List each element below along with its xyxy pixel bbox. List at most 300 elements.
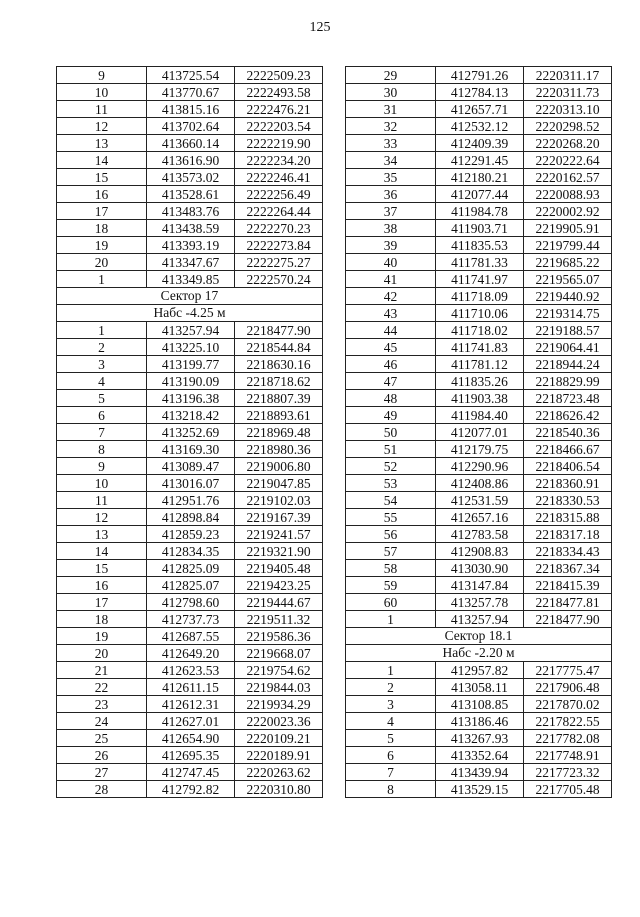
x-coordinate-cell: 413196.38 xyxy=(147,390,235,407)
y-coordinate-cell: 2218893.61 xyxy=(235,407,323,424)
x-coordinate-cell: 413089.47 xyxy=(147,458,235,475)
x-coordinate-cell: 413225.10 xyxy=(147,339,235,356)
y-coordinate-cell: 2219321.90 xyxy=(235,543,323,560)
x-coordinate-cell: 412792.82 xyxy=(147,781,235,798)
y-coordinate-cell: 2218544.84 xyxy=(235,339,323,356)
table-row xyxy=(346,373,612,390)
point-number-cell: 31 xyxy=(346,101,436,118)
x-coordinate-cell: 413528.61 xyxy=(147,186,235,203)
table-row xyxy=(346,543,612,560)
sector-elevation: Набс -4.25 м xyxy=(57,305,323,322)
point-number-cell: 17 xyxy=(57,203,147,220)
y-coordinate-cell: 2220298.52 xyxy=(524,118,612,135)
table-row xyxy=(346,186,612,203)
table-row xyxy=(346,288,612,305)
y-coordinate-cell: 2222275.27 xyxy=(235,254,323,271)
point-number-cell: 6 xyxy=(346,747,436,764)
x-coordinate-cell: 412531.59 xyxy=(436,492,524,509)
table-row xyxy=(346,781,612,798)
x-coordinate-cell: 413218.42 xyxy=(147,407,235,424)
table-row xyxy=(346,118,612,135)
point-number-cell: 9 xyxy=(57,458,147,475)
y-coordinate-cell: 2218477.90 xyxy=(524,611,612,628)
point-number-cell: 4 xyxy=(346,713,436,730)
point-number-cell: 23 xyxy=(57,696,147,713)
point-number-cell: 49 xyxy=(346,407,436,424)
x-coordinate-cell: 412654.90 xyxy=(147,730,235,747)
table-row xyxy=(57,560,323,577)
y-coordinate-cell: 2217822.55 xyxy=(524,713,612,730)
point-number-cell: 53 xyxy=(346,475,436,492)
x-coordinate-cell: 412957.82 xyxy=(436,662,524,679)
table-row xyxy=(57,492,323,509)
point-number-cell: 14 xyxy=(57,543,147,560)
table-row xyxy=(346,441,612,458)
x-coordinate-cell: 411835.26 xyxy=(436,373,524,390)
y-coordinate-cell: 2220310.80 xyxy=(235,781,323,798)
point-number-cell: 36 xyxy=(346,186,436,203)
y-coordinate-cell: 2218406.54 xyxy=(524,458,612,475)
point-number-cell: 21 xyxy=(57,662,147,679)
table-row xyxy=(346,271,612,288)
point-number-cell: 47 xyxy=(346,373,436,390)
x-coordinate-cell: 413108.85 xyxy=(436,696,524,713)
y-coordinate-cell: 2219405.48 xyxy=(235,560,323,577)
point-number-cell: 28 xyxy=(57,781,147,798)
x-coordinate-cell: 413483.76 xyxy=(147,203,235,220)
y-coordinate-cell: 2218944.24 xyxy=(524,356,612,373)
table-row xyxy=(346,67,612,84)
point-number-cell: 15 xyxy=(57,560,147,577)
x-coordinate-cell: 413616.90 xyxy=(147,152,235,169)
point-number-cell: 20 xyxy=(57,645,147,662)
table-row xyxy=(346,152,612,169)
table-row xyxy=(57,118,323,135)
table-row xyxy=(57,696,323,713)
y-coordinate-cell: 2217870.02 xyxy=(524,696,612,713)
x-coordinate-cell: 413702.64 xyxy=(147,118,235,135)
point-number-cell: 19 xyxy=(57,628,147,645)
table-row xyxy=(346,254,612,271)
y-coordinate-cell: 2217723.32 xyxy=(524,764,612,781)
y-coordinate-cell: 2217782.08 xyxy=(524,730,612,747)
y-coordinate-cell: 2217705.48 xyxy=(524,781,612,798)
y-coordinate-cell: 2218807.39 xyxy=(235,390,323,407)
point-number-cell: 46 xyxy=(346,356,436,373)
table-row xyxy=(346,577,612,594)
table-row xyxy=(346,747,612,764)
x-coordinate-cell: 412627.01 xyxy=(147,713,235,730)
table-row xyxy=(57,135,323,152)
x-coordinate-cell: 413199.77 xyxy=(147,356,235,373)
y-coordinate-cell: 2220263.62 xyxy=(235,764,323,781)
point-number-cell: 5 xyxy=(346,730,436,747)
y-coordinate-cell: 2220313.10 xyxy=(524,101,612,118)
point-number-cell: 32 xyxy=(346,118,436,135)
x-coordinate-cell: 413573.02 xyxy=(147,169,235,186)
point-number-cell: 2 xyxy=(57,339,147,356)
table-row xyxy=(346,390,612,407)
x-coordinate-cell: 413257.94 xyxy=(147,322,235,339)
table-row xyxy=(57,152,323,169)
point-number-cell: 15 xyxy=(57,169,147,186)
table-row xyxy=(346,560,612,577)
point-number-cell: 50 xyxy=(346,424,436,441)
sector-header-row xyxy=(57,288,323,305)
point-number-cell: 54 xyxy=(346,492,436,509)
y-coordinate-cell: 2219102.03 xyxy=(235,492,323,509)
x-coordinate-cell: 413352.64 xyxy=(436,747,524,764)
y-coordinate-cell: 2222273.84 xyxy=(235,237,323,254)
point-number-cell: 29 xyxy=(346,67,436,84)
point-number-cell: 6 xyxy=(57,407,147,424)
y-coordinate-cell: 2219844.03 xyxy=(235,679,323,696)
point-number-cell: 13 xyxy=(57,526,147,543)
table-row xyxy=(57,781,323,798)
x-coordinate-cell: 411781.12 xyxy=(436,356,524,373)
x-coordinate-cell: 411718.02 xyxy=(436,322,524,339)
x-coordinate-cell: 413058.11 xyxy=(436,679,524,696)
point-number-cell: 41 xyxy=(346,271,436,288)
table-row xyxy=(346,458,612,475)
x-coordinate-cell: 412657.16 xyxy=(436,509,524,526)
table-row xyxy=(57,271,323,288)
point-number-cell: 33 xyxy=(346,135,436,152)
y-coordinate-cell: 2220088.93 xyxy=(524,186,612,203)
table-row xyxy=(57,543,323,560)
point-number-cell: 11 xyxy=(57,492,147,509)
x-coordinate-cell: 413660.14 xyxy=(147,135,235,152)
y-coordinate-cell: 2218367.34 xyxy=(524,560,612,577)
x-coordinate-cell: 412695.35 xyxy=(147,747,235,764)
table-row xyxy=(57,747,323,764)
x-coordinate-cell: 412798.60 xyxy=(147,594,235,611)
point-number-cell: 48 xyxy=(346,390,436,407)
table-row xyxy=(346,237,612,254)
point-number-cell: 58 xyxy=(346,560,436,577)
y-coordinate-cell: 2218477.90 xyxy=(235,322,323,339)
table-row xyxy=(346,339,612,356)
y-coordinate-cell: 2219685.22 xyxy=(524,254,612,271)
x-coordinate-cell: 412834.35 xyxy=(147,543,235,560)
x-coordinate-cell: 413347.67 xyxy=(147,254,235,271)
point-number-cell: 52 xyxy=(346,458,436,475)
y-coordinate-cell: 2222570.24 xyxy=(235,271,323,288)
y-coordinate-cell: 2222219.90 xyxy=(235,135,323,152)
y-coordinate-cell: 2218829.99 xyxy=(524,373,612,390)
x-coordinate-cell: 412898.84 xyxy=(147,509,235,526)
x-coordinate-cell: 412951.76 xyxy=(147,492,235,509)
x-coordinate-cell: 412784.13 xyxy=(436,84,524,101)
y-coordinate-cell: 2218969.48 xyxy=(235,424,323,441)
table-row xyxy=(57,322,323,339)
table-row xyxy=(57,645,323,662)
x-coordinate-cell: 412747.45 xyxy=(147,764,235,781)
table-row xyxy=(57,67,323,84)
table-row xyxy=(346,220,612,237)
table-row xyxy=(57,458,323,475)
x-coordinate-cell: 412077.44 xyxy=(436,186,524,203)
point-number-cell: 14 xyxy=(57,152,147,169)
x-coordinate-cell: 412180.21 xyxy=(436,169,524,186)
y-coordinate-cell: 2218334.43 xyxy=(524,543,612,560)
x-coordinate-cell: 412859.23 xyxy=(147,526,235,543)
x-coordinate-cell: 411984.40 xyxy=(436,407,524,424)
x-coordinate-cell: 413725.54 xyxy=(147,67,235,84)
x-coordinate-cell: 413016.07 xyxy=(147,475,235,492)
point-number-cell: 30 xyxy=(346,84,436,101)
table-row xyxy=(57,237,323,254)
y-coordinate-cell: 2219314.75 xyxy=(524,305,612,322)
y-coordinate-cell: 2218723.48 xyxy=(524,390,612,407)
x-coordinate-cell: 412791.26 xyxy=(436,67,524,84)
point-number-cell: 40 xyxy=(346,254,436,271)
x-coordinate-cell: 412409.39 xyxy=(436,135,524,152)
x-coordinate-cell: 412825.07 xyxy=(147,577,235,594)
y-coordinate-cell: 2219905.91 xyxy=(524,220,612,237)
table-row xyxy=(57,186,323,203)
point-number-cell: 3 xyxy=(57,356,147,373)
sector-title: Сектор 17 xyxy=(57,288,323,305)
point-number-cell: 5 xyxy=(57,390,147,407)
x-coordinate-cell: 412623.53 xyxy=(147,662,235,679)
coordinates-table-right xyxy=(345,66,612,798)
table-row xyxy=(57,509,323,526)
table-row xyxy=(57,169,323,186)
x-coordinate-cell: 412291.45 xyxy=(436,152,524,169)
table-row xyxy=(57,220,323,237)
x-coordinate-cell: 413439.94 xyxy=(436,764,524,781)
table-row xyxy=(57,594,323,611)
x-coordinate-cell: 413190.09 xyxy=(147,373,235,390)
point-number-cell: 59 xyxy=(346,577,436,594)
x-coordinate-cell: 413252.69 xyxy=(147,424,235,441)
table-row xyxy=(346,594,612,611)
y-coordinate-cell: 2217906.48 xyxy=(524,679,612,696)
point-number-cell: 26 xyxy=(57,747,147,764)
point-number-cell: 2 xyxy=(346,679,436,696)
table-row xyxy=(346,526,612,543)
y-coordinate-cell: 2218317.18 xyxy=(524,526,612,543)
x-coordinate-cell: 411903.71 xyxy=(436,220,524,237)
table-row xyxy=(346,169,612,186)
y-coordinate-cell: 2222203.54 xyxy=(235,118,323,135)
y-coordinate-cell: 2219565.07 xyxy=(524,271,612,288)
table-row xyxy=(346,322,612,339)
point-number-cell: 18 xyxy=(57,220,147,237)
point-number-cell: 1 xyxy=(57,322,147,339)
x-coordinate-cell: 413770.67 xyxy=(147,84,235,101)
table-row xyxy=(57,526,323,543)
y-coordinate-cell: 2218466.67 xyxy=(524,441,612,458)
point-number-cell: 37 xyxy=(346,203,436,220)
point-number-cell: 24 xyxy=(57,713,147,730)
table-row xyxy=(57,441,323,458)
point-number-cell: 1 xyxy=(57,271,147,288)
y-coordinate-cell: 2220311.73 xyxy=(524,84,612,101)
x-coordinate-cell: 412825.09 xyxy=(147,560,235,577)
y-coordinate-cell: 2220109.21 xyxy=(235,730,323,747)
x-coordinate-cell: 411718.09 xyxy=(436,288,524,305)
x-coordinate-cell: 412687.55 xyxy=(147,628,235,645)
x-coordinate-cell: 413257.94 xyxy=(436,611,524,628)
table-row xyxy=(346,713,612,730)
table-row xyxy=(346,135,612,152)
x-coordinate-cell: 412290.96 xyxy=(436,458,524,475)
y-coordinate-cell: 2220162.57 xyxy=(524,169,612,186)
point-number-cell: 25 xyxy=(57,730,147,747)
point-number-cell: 7 xyxy=(57,424,147,441)
x-coordinate-cell: 412532.12 xyxy=(436,118,524,135)
point-number-cell: 39 xyxy=(346,237,436,254)
point-number-cell: 1 xyxy=(346,662,436,679)
x-coordinate-cell: 411741.83 xyxy=(436,339,524,356)
point-number-cell: 1 xyxy=(346,611,436,628)
page-number: 125 xyxy=(309,20,331,35)
x-coordinate-cell: 412611.15 xyxy=(147,679,235,696)
point-number-cell: 10 xyxy=(57,475,147,492)
y-coordinate-cell: 2220268.20 xyxy=(524,135,612,152)
y-coordinate-cell: 2219754.62 xyxy=(235,662,323,679)
point-number-cell: 34 xyxy=(346,152,436,169)
x-coordinate-cell: 412737.73 xyxy=(147,611,235,628)
table-row xyxy=(57,713,323,730)
point-number-cell: 42 xyxy=(346,288,436,305)
y-coordinate-cell: 2218630.16 xyxy=(235,356,323,373)
y-coordinate-cell: 2222476.21 xyxy=(235,101,323,118)
table-row xyxy=(346,84,612,101)
point-number-cell: 4 xyxy=(57,373,147,390)
point-number-cell: 43 xyxy=(346,305,436,322)
y-coordinate-cell: 2220002.92 xyxy=(524,203,612,220)
y-coordinate-cell: 2218980.36 xyxy=(235,441,323,458)
table-row xyxy=(346,509,612,526)
table-row xyxy=(346,679,612,696)
point-number-cell: 60 xyxy=(346,594,436,611)
y-coordinate-cell: 2219511.32 xyxy=(235,611,323,628)
y-coordinate-cell: 2222509.23 xyxy=(235,67,323,84)
point-number-cell: 8 xyxy=(57,441,147,458)
table-row xyxy=(346,492,612,509)
y-coordinate-cell: 2220023.36 xyxy=(235,713,323,730)
table-row xyxy=(57,101,323,118)
sector-header-row xyxy=(346,645,612,662)
table-row xyxy=(57,390,323,407)
point-number-cell: 7 xyxy=(346,764,436,781)
table-row xyxy=(57,254,323,271)
point-number-cell: 55 xyxy=(346,509,436,526)
table-row xyxy=(346,611,612,628)
point-number-cell: 8 xyxy=(346,781,436,798)
y-coordinate-cell: 2217775.47 xyxy=(524,662,612,679)
x-coordinate-cell: 412783.58 xyxy=(436,526,524,543)
point-number-cell: 12 xyxy=(57,118,147,135)
x-coordinate-cell: 413349.85 xyxy=(147,271,235,288)
x-coordinate-cell: 413186.46 xyxy=(436,713,524,730)
table-row xyxy=(346,764,612,781)
point-number-cell: 9 xyxy=(57,67,147,84)
y-coordinate-cell: 2219188.57 xyxy=(524,322,612,339)
table-row xyxy=(346,407,612,424)
table-row xyxy=(57,475,323,492)
point-number-cell: 57 xyxy=(346,543,436,560)
point-number-cell: 56 xyxy=(346,526,436,543)
table-row xyxy=(57,407,323,424)
y-coordinate-cell: 2220311.17 xyxy=(524,67,612,84)
point-number-cell: 35 xyxy=(346,169,436,186)
y-coordinate-cell: 2218626.42 xyxy=(524,407,612,424)
table-row xyxy=(346,424,612,441)
x-coordinate-cell: 411741.97 xyxy=(436,271,524,288)
sector-header-row xyxy=(57,305,323,322)
table-row xyxy=(57,84,323,101)
y-coordinate-cell: 2219047.85 xyxy=(235,475,323,492)
y-coordinate-cell: 2219444.67 xyxy=(235,594,323,611)
x-coordinate-cell: 412077.01 xyxy=(436,424,524,441)
y-coordinate-cell: 2217748.91 xyxy=(524,747,612,764)
y-coordinate-cell: 2222270.23 xyxy=(235,220,323,237)
y-coordinate-cell: 2222493.58 xyxy=(235,84,323,101)
y-coordinate-cell: 2219668.07 xyxy=(235,645,323,662)
table-row xyxy=(346,101,612,118)
sector-header-row xyxy=(346,628,612,645)
y-coordinate-cell: 2219799.44 xyxy=(524,237,612,254)
point-number-cell: 19 xyxy=(57,237,147,254)
y-coordinate-cell: 2219934.29 xyxy=(235,696,323,713)
y-coordinate-cell: 2218477.81 xyxy=(524,594,612,611)
x-coordinate-cell: 413815.16 xyxy=(147,101,235,118)
point-number-cell: 51 xyxy=(346,441,436,458)
x-coordinate-cell: 411781.33 xyxy=(436,254,524,271)
x-coordinate-cell: 413169.30 xyxy=(147,441,235,458)
x-coordinate-cell: 411984.78 xyxy=(436,203,524,220)
table-row xyxy=(57,730,323,747)
x-coordinate-cell: 412408.86 xyxy=(436,475,524,492)
point-number-cell: 44 xyxy=(346,322,436,339)
x-coordinate-cell: 413529.15 xyxy=(436,781,524,798)
y-coordinate-cell: 2219006.80 xyxy=(235,458,323,475)
x-coordinate-cell: 412908.83 xyxy=(436,543,524,560)
table-row xyxy=(346,475,612,492)
y-coordinate-cell: 2218360.91 xyxy=(524,475,612,492)
table-row xyxy=(346,305,612,322)
y-coordinate-cell: 2218315.88 xyxy=(524,509,612,526)
y-coordinate-cell: 2222234.20 xyxy=(235,152,323,169)
point-number-cell: 17 xyxy=(57,594,147,611)
table-row xyxy=(57,339,323,356)
point-number-cell: 45 xyxy=(346,339,436,356)
y-coordinate-cell: 2218718.62 xyxy=(235,373,323,390)
table-row xyxy=(57,424,323,441)
x-coordinate-cell: 413147.84 xyxy=(436,577,524,594)
table-row xyxy=(57,373,323,390)
point-number-cell: 16 xyxy=(57,186,147,203)
point-number-cell: 11 xyxy=(57,101,147,118)
y-coordinate-cell: 2219167.39 xyxy=(235,509,323,526)
point-number-cell: 3 xyxy=(346,696,436,713)
sector-title: Сектор 18.1 xyxy=(346,628,612,645)
point-number-cell: 13 xyxy=(57,135,147,152)
y-coordinate-cell: 2218540.36 xyxy=(524,424,612,441)
point-number-cell: 22 xyxy=(57,679,147,696)
table-row xyxy=(57,628,323,645)
x-coordinate-cell: 411835.53 xyxy=(436,237,524,254)
x-coordinate-cell: 411903.38 xyxy=(436,390,524,407)
table-row xyxy=(57,203,323,220)
table-row xyxy=(346,356,612,373)
point-number-cell: 38 xyxy=(346,220,436,237)
x-coordinate-cell: 413438.59 xyxy=(147,220,235,237)
